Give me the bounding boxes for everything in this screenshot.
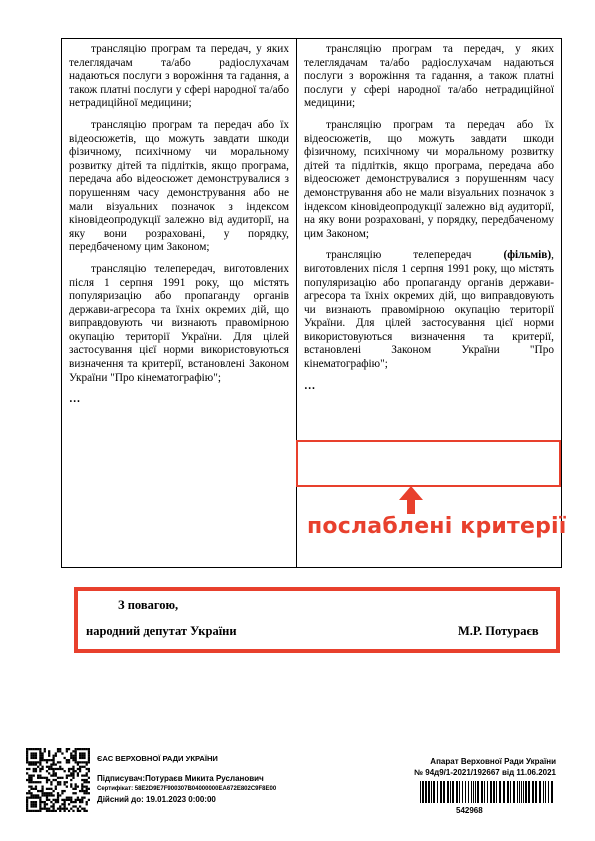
table-column-proposed — [297, 39, 561, 567]
bold-insertion: (фільмів) — [503, 249, 552, 262]
qr-code-icon — [26, 748, 90, 812]
signature-highlight-box — [74, 587, 560, 653]
table-paragraph: трансляцію програм та передач, у яких телеглядачам та/або радіослухачам надаються послуги з ворожіння та гадання, а також платні послуги у сфері народної та/або нетрадиційної медицини; — [69, 43, 289, 110]
esign-certificate: Сертифікат: 58E2D9E7F900307B04000000EA672E802C9F8E00 — [97, 786, 277, 792]
arrow-up-icon — [396, 484, 426, 516]
table-paragraph — [304, 249, 554, 371]
table-paragraph: трансляцію програм та передач або їх відеосюжетів, що можуть завдати шкоди фізичному, психічному чи моральному розвитку дітей та підлітків, якщо програма, передача або відеосюжет демонструвалися з порушенням часу демонстрування або не мали візуальних позначок з індексом кіновідеопродукції залежно від аудиторії, на яку вони розраховані, у порядку, передбаченому цим Законом; — [304, 118, 554, 240]
barcode-number: 542968 — [456, 806, 483, 815]
barcode-icon — [420, 781, 556, 803]
paragraph-text: , виготовлених після 1 серпня 1991 року, що містять популяризацію або пропаганду органів держави-агресора та їхніх окремих дій, що виправдовують чи визнають правомірною окупацію території України. Для цілей застосування цієї норми використовуються визначення та критерії, встановлені Законом України "Про кінематографію"; — [304, 249, 554, 371]
signer-name: М.Р. Потураєв — [458, 624, 539, 638]
table-paragraph: трансляцію програм та передач або їх відеосюжетів, що можуть завдати шкоди фізичному, психічному чи моральному розвитку дітей та підлітків, якщо програма, передача або відеосюжет демонструвалися з порушенням часу демонстрування або не мали візуальних позначок з індексом кіновідеопродукції залежно від аудиторії, на яку вони розраховані, у порядку, передбаченому цим Законом; — [69, 118, 289, 254]
highlight-box — [296, 440, 561, 487]
table-column-current — [62, 39, 297, 567]
esign-system: ЄАС ВЕРХОВНОЇ РАДИ УКРАЇНИ — [97, 754, 218, 763]
registration-office: Апарат Верховної Ради України — [430, 757, 556, 766]
paragraph-text: трансляцію телепередач — [326, 249, 504, 262]
signer-role: народний депутат України — [86, 624, 237, 638]
esign-valid-until: Дійсний до: 19.01.2023 0:00:00 — [97, 795, 216, 804]
table-paragraph: трансляцію телепередач, виготовлених після 1 серпня 1991 року, що містять популяризацію або пропаганду органів держави-агресора та їхніх окремих дій, що виправдовують чи визнають правомірною окупацію території України. Для цілей застосування цієї норми використовуються визначення та критерії, встановлені Законом України "Про кінематографію"; — [69, 262, 289, 384]
esign-signer: Підписувач:Потураєв Микита Русланович — [97, 774, 264, 783]
registration-stamp — [400, 756, 556, 778]
electronic-signature-block — [97, 753, 276, 806]
table-paragraph: трансляцію програм та передач, у яких телеглядачам та/або радіослухачам надаються послуги з ворожіння та гадання, а також платні послуги у сфері народної та/або нетрадиційної медицини; — [304, 43, 554, 110]
registration-number: № 94д9/1-2021/192667 від 11.06.2021 — [414, 768, 556, 777]
ellipsis: … — [304, 379, 316, 392]
annotation-label: послаблені критерії — [307, 514, 567, 539]
closing-regards: З повагою, — [118, 598, 179, 612]
ellipsis: … — [69, 393, 81, 406]
comparison-table — [61, 38, 562, 568]
